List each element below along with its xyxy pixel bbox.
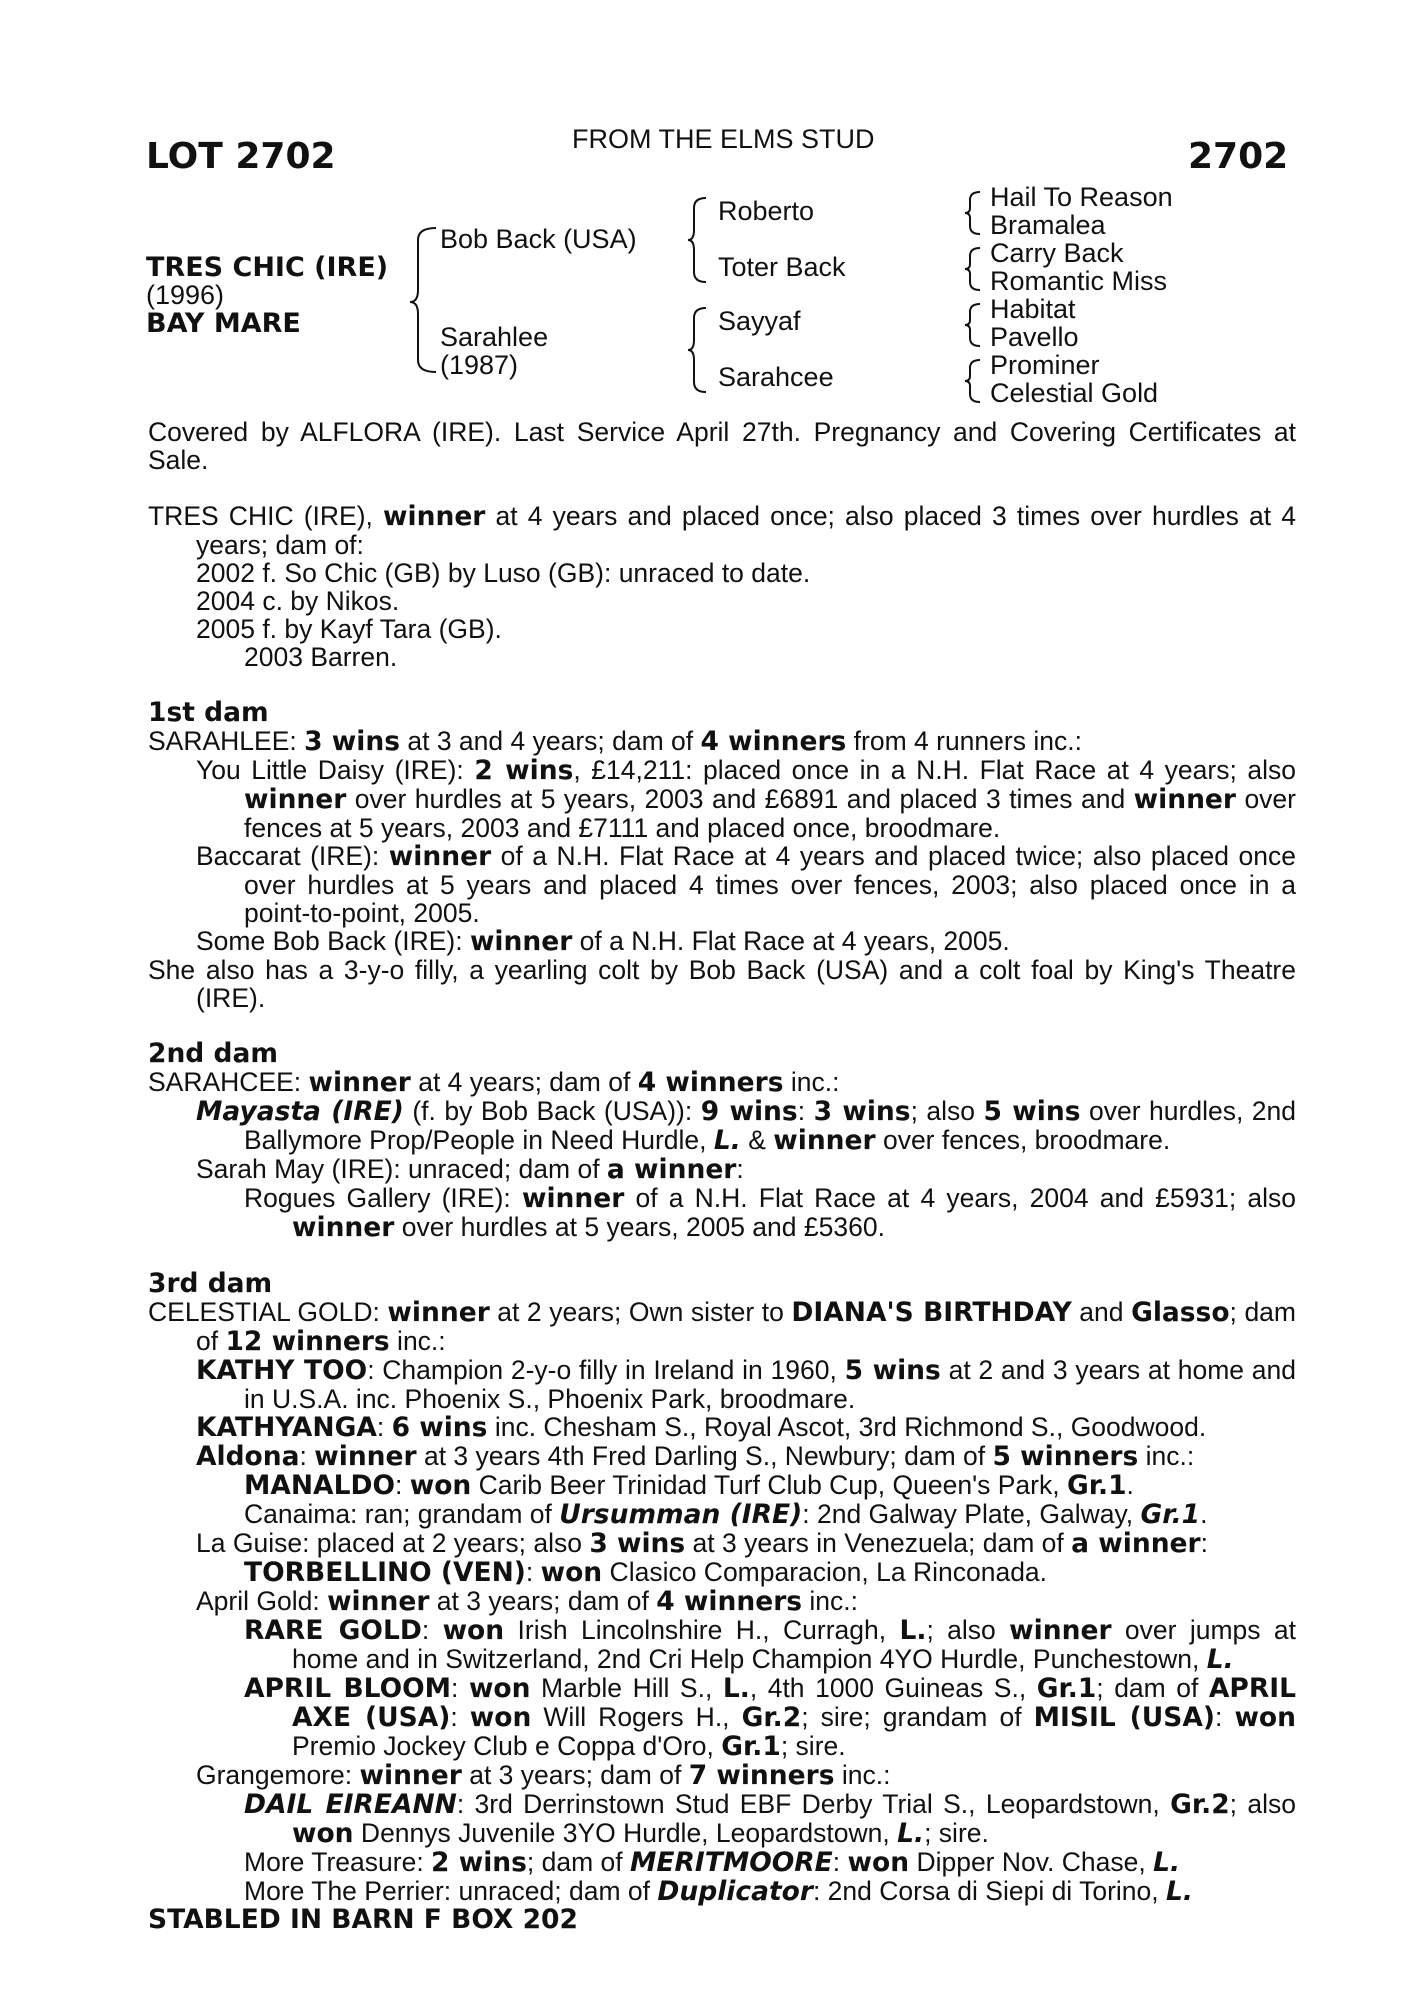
progeny: KATHYANGA: 6 wins inc. Chesham S., Royal Ascot, 3rd Richmond S., Goodwood. (196, 1412, 1207, 1443)
sire-sire: Roberto (718, 196, 815, 226)
dam-dam: Sarahcee (718, 362, 834, 392)
dam-sire: Sayyaf (718, 306, 801, 336)
progeny: Rogues Gallery (IRE): winner of a N.H. Flat Race at 4 years, 2004 and £5931; also winner over hurdles at 5 years, 2005 and £5360. (244, 1183, 1296, 1243)
horse-description: BAY MARE (146, 308, 301, 339)
progeny: Aldona: winner at 3 years 4th Fred Darling S., Newbury; dam of 5 winners inc.: (196, 1441, 1195, 1472)
progeny: More Treasure: 2 wins; dam of MERITMOORE: won Dipper Nov. Chase, L. (244, 1847, 1181, 1878)
lot-number: 2702 (1188, 136, 1289, 177)
progeny: DAIL EIREANN: 3rd Derrinstown Stud EBF Derby Trial S., Leopardstown, Gr.2; also won Dennys Juvenile 3YO Hurdle, Leopardstown, L.; sire. (244, 1789, 1296, 1849)
progeny: Grangemore: winner at 3 years; dam of 7 winners inc.: (196, 1760, 891, 1791)
stabling-footer: STABLED IN BARN F BOX 202 (148, 1904, 578, 1935)
horse-year: (1996) (146, 280, 225, 310)
ggs-5: Habitat (990, 294, 1076, 324)
ggs-2: Bramalea (990, 210, 1106, 240)
progeny: April Gold: winner at 3 years; dam of 4 winners inc.: (196, 1586, 859, 1617)
horse-name: TRES CHIC (IRE) (146, 252, 389, 283)
progeny: Some Bob Back (IRE): winner of a N.H. Flat Race at 4 years, 2005. (196, 926, 1010, 957)
section-heading: 3rd dam (148, 1268, 273, 1299)
progeny: RARE GOLD: won Irish Lincolnshire H., Curragh, L.; also winner over jumps at home and in Switzerland, 2nd Cri Help Champion 4YO Hurdle, Punchestown, L. (244, 1615, 1296, 1675)
ggs-1: Hail To Reason (990, 182, 1173, 212)
produce-summary: TRES CHIC (IRE), winner at 4 years and placed once; also placed 3 times over hurdles at 4 years; dam of: (148, 501, 1296, 560)
dam-year: (1987) (440, 350, 519, 380)
progeny: Mayasta (IRE) (f. by Bob Back (USA)): 9 wins: 3 wins; also 5 wins over hurdles, 2nd Ballymore Prop/People in Need Hurdle, L. & winner over fences, broodmare. (196, 1096, 1297, 1156)
progeny: Sarah May (IRE): unraced; dam of a winner: (196, 1154, 744, 1185)
dam-summary: CELESTIAL GOLD: winner at 2 years; Own sister to DIANA'S BIRTHDAY and Glasso; dam of 12 winners inc.: (148, 1297, 1296, 1357)
ggs-3: Carry Back (990, 238, 1124, 268)
ggs-7: Prominer (990, 350, 1100, 380)
ggs-4: Romantic Miss (990, 266, 1168, 296)
consignor: FROM THE ELMS STUD (572, 124, 875, 154)
ggs-8: Celestial Gold (990, 378, 1159, 408)
progeny: Baccarat (IRE): winner of a N.H. Flat Race at 4 years and placed twice; also placed once over hurdles at 5 years and placed 4 times over fences, 2003; also placed once in a point-to-point, 2005. (196, 841, 1296, 928)
produce-line: 2005 f. by Kayf Tara (GB). (196, 614, 502, 644)
catalogue-body (148, 418, 1296, 1934)
progeny-note: She also has a 3-y-o filly, a yearling colt by Bob Back (USA) and a colt foal by King's Theatre (IRE). (148, 955, 1296, 1013)
dam-summary: SARAHLEE: 3 wins at 3 and 4 years; dam of 4 winners from 4 runners inc.: (148, 726, 1082, 757)
progeny: You Little Daisy (IRE): 2 wins, £14,211: placed once in a N.H. Flat Race at 4 years; also winner over hurdles at 5 years, 2003 and £6891 and placed 3 times and winner over fences at 5 years, 2003 and £7111 and placed once, broodmare. (196, 755, 1296, 843)
covering-note: Covered by ALFLORA (IRE). Last Service April 27th. Pregnancy and Covering Certificates at Sale. (148, 417, 1296, 475)
pedigree-braces (0, 0, 1428, 420)
produce-line: 2003 Barren. (244, 642, 398, 672)
produce-line: 2002 f. So Chic (GB) by Luso (GB): unraced to date. (196, 558, 811, 588)
progeny: APRIL BLOOM: won Marble Hill S., L., 4th 1000 Guineas S., Gr.1; dam of APRIL AXE (USA): won Will Rogers H., Gr.2; sire; grandam of MISIL (USA): won Premio Jockey Club e Coppa d'Oro, Gr.1; sire. (244, 1673, 1297, 1762)
progeny: MANALDO: won Carib Beer Trinidad Turf Club Cup, Queen's Park, Gr.1. (244, 1470, 1134, 1501)
progeny: TORBELLINO (VEN): won Clasico Comparacion, La Rinconada. (244, 1557, 1048, 1588)
progeny: More The Perrier: unraced; dam of Duplicator: 2nd Corsa di Siepi di Torino, L. (244, 1876, 1193, 1907)
dam-summary: SARAHCEE: winner at 4 years; dam of 4 winners inc.: (148, 1067, 840, 1098)
lot-title: LOT 2702 (146, 136, 336, 177)
section-heading: 2nd dam (148, 1038, 278, 1069)
ggs-6: Pavello (990, 322, 1079, 352)
sire-dam: Toter Back (718, 252, 846, 282)
dam: Sarahlee (440, 322, 549, 352)
sire: Bob Back (USA) (440, 224, 637, 254)
progeny: Canaima: ran; grandam of Ursumman (IRE): 2nd Galway Plate, Galway, Gr.1. (244, 1499, 1208, 1530)
produce-line: 2004 c. by Nikos. (196, 586, 400, 616)
progeny: La Guise: placed at 2 years; also 3 wins at 3 years in Venezuela; dam of a winner: (196, 1528, 1208, 1559)
section-heading: 1st dam (148, 697, 269, 728)
progeny: KATHY TOO: Champion 2-y-o filly in Ireland in 1960, 5 wins at 2 and 3 years at home and in U.S.A. inc. Phoenix S., Phoenix Park, broodmare. (196, 1355, 1297, 1414)
